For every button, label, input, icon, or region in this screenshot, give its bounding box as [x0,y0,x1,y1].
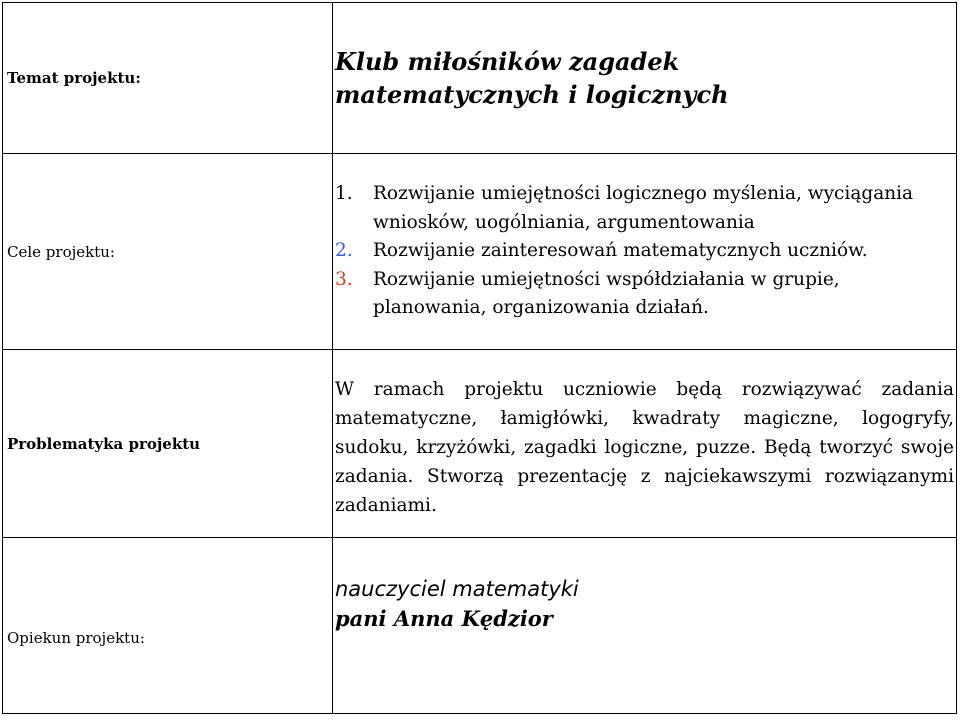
topic-title-line2: matematycznych i logicznych [335,80,729,109]
topic-row [3,3,957,154]
goals-cell [333,154,957,350]
topic-title-line1: Klub miłośników zagadek [335,47,680,76]
goal-text: Rozwijanie umiejętności logicznego myślenia, wyciągania wniosków, uogólniania, argumentowania [373,183,914,233]
goal-text: Rozwijanie umiejętności współdziałania w grupie, planowania, organizowania działań. [373,268,840,319]
goal-number: 1. [335,183,353,205]
caretaker-cell [333,538,957,714]
caretaker-row [3,538,957,714]
goal-item [335,237,954,266]
goal-number: 2. [335,240,353,262]
topic-label: Temat projektu: [3,3,333,154]
topic-cell [333,3,957,154]
goal-text: Rozwijanie zainteresowań matematycznych uczniów. [373,240,868,262]
caretaker-label: Opiekun projektu: [3,538,333,714]
caretaker-name: pani Anna Kędzior [335,605,553,631]
problems-row [3,350,957,538]
problems-label: Problematyka projektu [3,350,333,538]
problems-text: W ramach projektu uczniowie będą rozwiązywać zadania matematyczne, łamigłówki, kwadraty magiczne, logogryfy, sudoku, krzyżówki, zagadki logiczne, puzze. Będą tworzyć swoje zadania. Stworzą prezentację z najciekawszymi rozwiązanymi zadaniami. [335,379,954,516]
topic-title [335,45,954,111]
caretaker-role: nauczyciel matematyki [335,576,579,601]
problems-cell [333,350,957,538]
project-table [2,2,957,714]
goals-list [335,180,954,323]
goals-row [3,154,957,350]
goals-label: Cele projektu: [3,154,333,350]
goal-item [335,180,954,237]
goal-item [335,266,954,323]
caretaker-block [335,574,954,634]
goal-number: 3. [335,268,353,290]
